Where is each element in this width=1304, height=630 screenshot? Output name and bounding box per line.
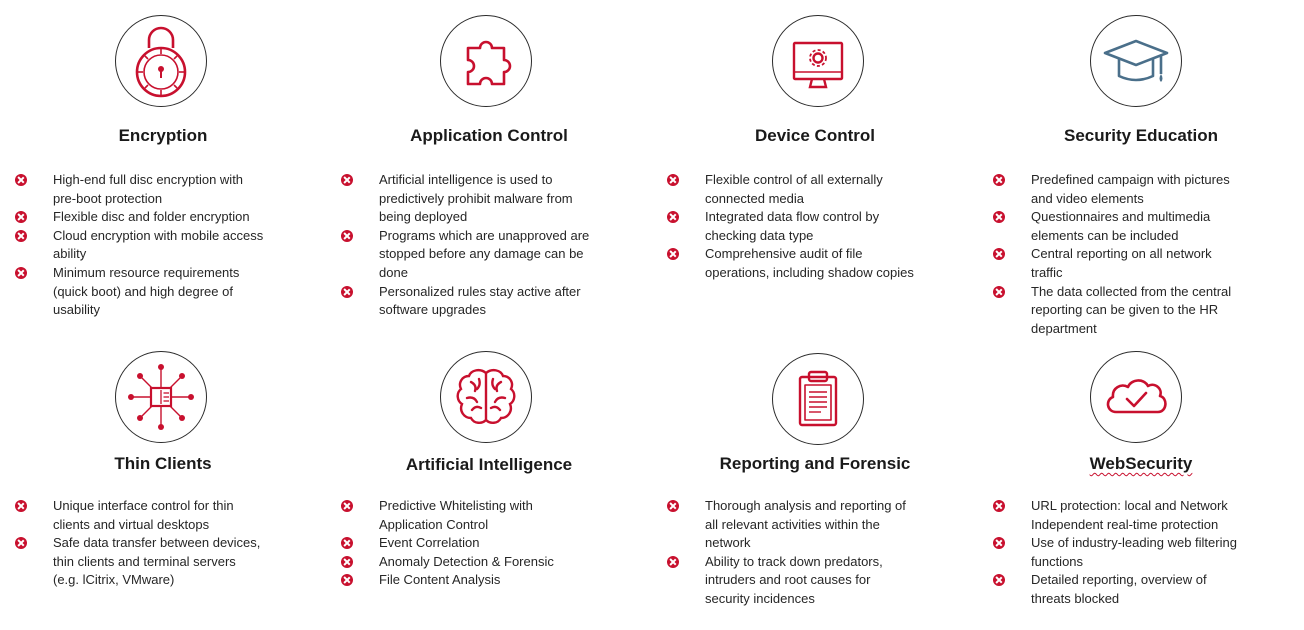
padlock-dial-icon [115,15,207,107]
monitor-gear-icon [772,15,864,107]
bullet-x-icon [341,574,353,586]
feature-bullet-list [993,497,1243,609]
bullet-x-icon [993,286,1005,298]
list-item: Unique interface control for thin clients and virtual desktops [15,497,265,534]
bullet-x-icon [667,248,679,260]
list-item: Artificial intelligence is used to predictively prohibit malware from being deployed [341,171,591,227]
bullet-x-icon [341,537,353,549]
bullet-x-icon [993,500,1005,512]
list-item: Detailed reporting, overview of threats blocked [993,571,1243,608]
feature-encryption [0,0,326,318]
bullet-x-icon [15,500,27,512]
list-item: Programs which are unapproved are stopped before any damage can be done [341,227,591,283]
brain-icon [440,351,532,443]
feature-application-control [326,0,652,318]
feature-websecurity [978,315,1304,630]
bullet-x-icon [667,211,679,223]
list-item: URL protection: local and Network Independent real-time protection [993,497,1243,534]
list-item: High-end full disc encryption with pre-boot protection [15,171,265,208]
feature-device-control [652,0,978,315]
list-item: File Content Analysis [341,571,591,590]
list-item: Flexible disc and folder encryption [15,208,265,227]
bullet-x-icon [341,556,353,568]
bullet-x-icon [341,230,353,242]
puzzle-piece-icon [440,15,532,107]
bullet-x-icon [15,174,27,186]
list-item: Anomaly Detection & Forensic [341,553,591,572]
feature-title: Reporting and Forensic [719,454,911,473]
list-item: Integrated data flow control by checking data type [667,208,917,245]
feature-title: WebSecurity [1089,454,1193,473]
feature-bullet-list [15,171,265,320]
feature-bullet-list [667,171,917,283]
feature-bullet-list [667,497,917,609]
list-item: Predictive Whitelisting with Application Control [341,497,591,534]
clipboard-icon [772,353,864,445]
bullet-x-icon [993,537,1005,549]
bullet-x-icon [667,556,679,568]
bullet-x-icon [993,248,1005,260]
feature-thin-clients [0,315,326,630]
feature-title: Encryption [118,126,208,145]
bullet-x-icon [15,537,27,549]
bullet-x-icon [341,500,353,512]
list-item: Cloud encryption with mobile access ability [15,227,265,264]
bullet-x-icon [667,174,679,186]
bullet-x-icon [15,211,27,223]
list-item: Personalized rules stay active after software upgrades [341,283,591,320]
feature-artificial-intelligence [326,315,652,630]
bullet-x-icon [993,174,1005,186]
feature-title: Artificial Intelligence [405,455,573,474]
cloud-check-icon [1090,351,1182,443]
bullet-x-icon [993,574,1005,586]
graduation-cap-icon [1090,15,1182,107]
bullet-x-icon [667,500,679,512]
feature-security-education [978,0,1304,336]
bullet-x-icon [15,267,27,279]
list-item: Minimum resource requirements (quick boot) and high degree of usability [15,264,265,320]
feature-bullet-list [15,497,265,590]
list-item: The data collected from the central reporting can be given to the HR department [993,283,1243,339]
network-hub-icon [115,351,207,443]
bullet-x-icon [341,174,353,186]
list-item: Flexible control of all externally connected media [667,171,917,208]
list-item: Ability to track down predators, intruders and root causes for security incidences [667,553,917,609]
feature-bullet-list [993,171,1243,338]
feature-bullet-list [341,171,591,320]
feature-title: Thin Clients [114,454,212,473]
list-item: Predefined campaign with pictures and video elements [993,171,1243,208]
feature-reporting-forensic [652,315,978,630]
bullet-x-icon [15,230,27,242]
list-item: Event Correlation [341,534,591,553]
list-item: Safe data transfer between devices, thin clients and terminal servers (e.g. lCitrix, VMware) [15,534,265,590]
bullet-x-icon [341,286,353,298]
list-item: Central reporting on all network traffic [993,245,1243,282]
feature-bullet-list [341,497,591,590]
list-item: Comprehensive audit of file operations, including shadow copies [667,245,917,282]
feature-title: Application Control [410,126,568,145]
feature-title: Security Education [1064,126,1218,145]
list-item: Use of industry-leading web filtering functions [993,534,1243,571]
list-item: Questionnaires and multimedia elements can be included [993,208,1243,245]
bullet-x-icon [993,211,1005,223]
feature-title: Device Control [755,126,875,145]
list-item: Thorough analysis and reporting of all relevant activities within the network [667,497,917,553]
